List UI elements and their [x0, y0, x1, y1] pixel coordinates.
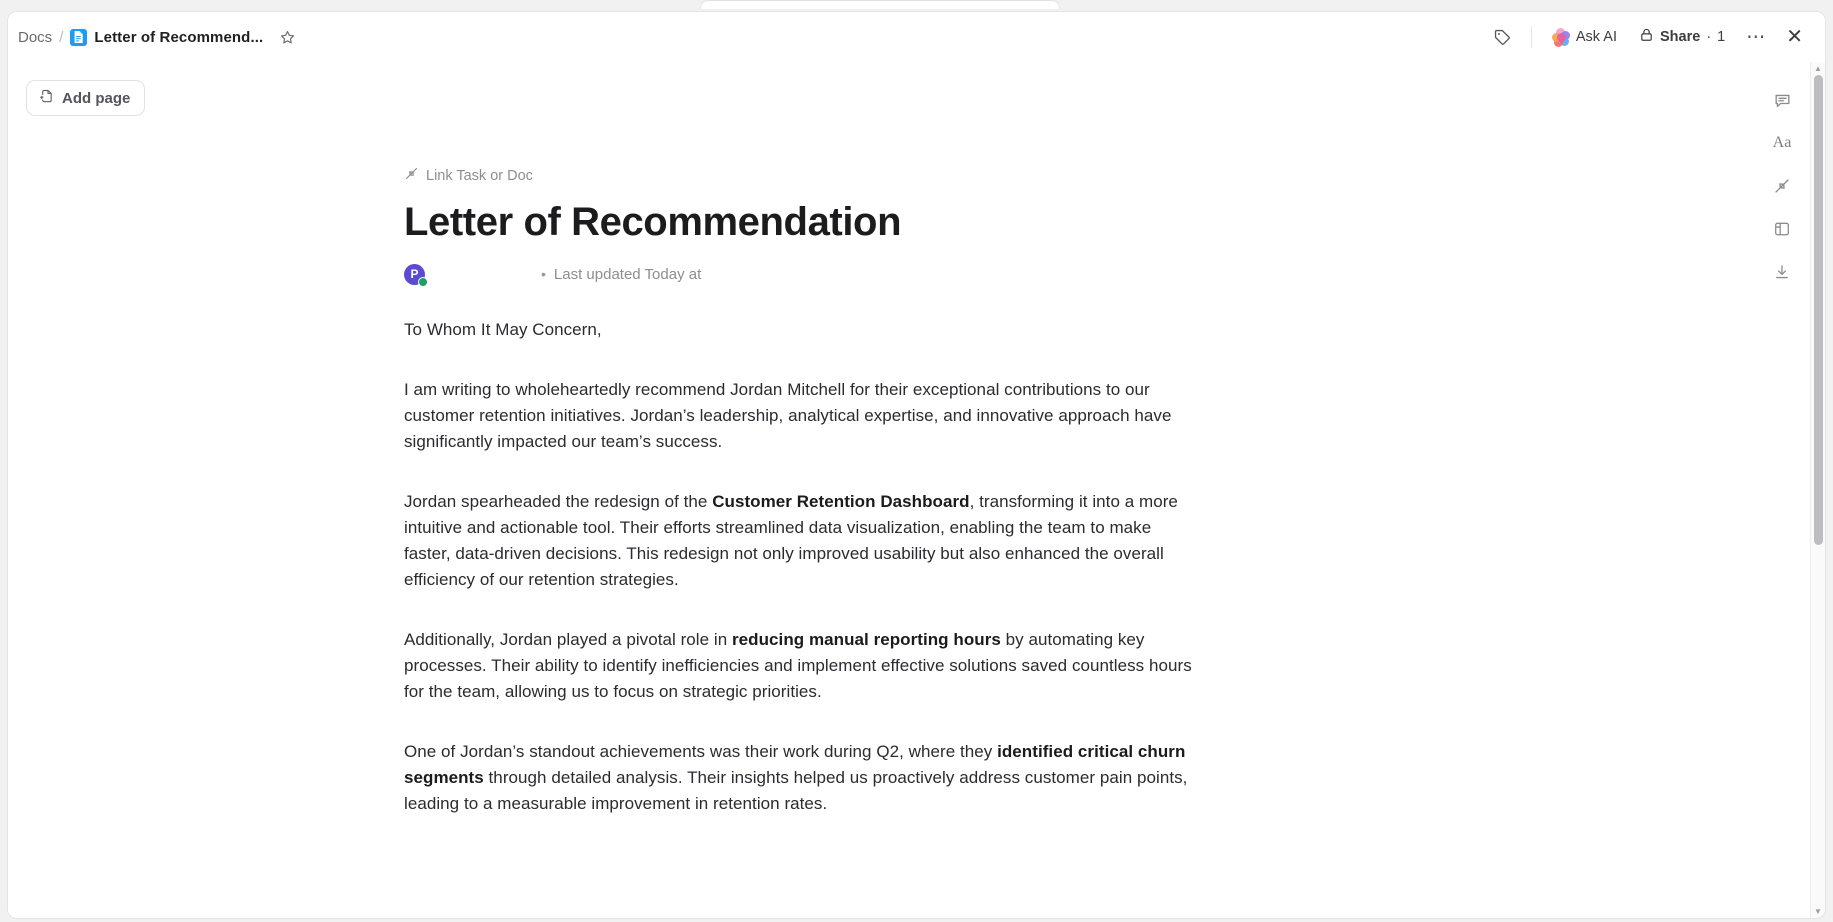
- scrollbar-track[interactable]: [1811, 73, 1825, 908]
- font-size-aa-icon[interactable]: [1766, 127, 1798, 159]
- last-updated-text: Last updated Today at: [553, 265, 702, 283]
- doc-meta-row: [404, 261, 1194, 287]
- text-run: To Whom It May Concern,: [404, 320, 602, 340]
- text-run: by automating key processes. Their ability to identify inefficiencies and implement effective solutions saved countless hours for the team, allowing us to focus on strategic priorities.: [404, 630, 1192, 702]
- comment-bubble-icon[interactable]: [1766, 84, 1798, 116]
- ai-sparkle-flower-icon: [1552, 28, 1570, 46]
- paragraph-reporting-hours[interactable]: [404, 627, 1194, 705]
- text-run: I am writing to wholeheartedly recommend Jordan Mitchell for their exceptional contributions to our customer retention initiatives. Jordan’s leadership, analytical expertise, and innovative approach have significantly impacted our team’s success.: [404, 380, 1172, 452]
- relationships-arrows-icon[interactable]: [1766, 170, 1798, 202]
- breadcrumb-doc-title[interactable]: Letter of Recommend...: [94, 28, 264, 46]
- meta-separator: •: [541, 266, 546, 283]
- paragraph-churn-segments[interactable]: [404, 739, 1194, 817]
- doc-top-bar: [8, 12, 1825, 62]
- close-button[interactable]: [1778, 21, 1811, 53]
- breadcrumb-separator: /: [59, 28, 64, 46]
- bold-phrase: Customer Retention Dashboard: [712, 492, 970, 512]
- doc-body: [8, 62, 1825, 919]
- bold-phrase: reducing manual reporting hours: [732, 630, 1001, 650]
- background-browser-tab: [700, 0, 1060, 9]
- vertical-scrollbar[interactable]: [1810, 62, 1825, 919]
- share-button[interactable]: [1630, 21, 1734, 53]
- share-separator: ·: [1706, 29, 1712, 45]
- link-task-or-doc-button[interactable]: [404, 166, 1194, 185]
- avatar-initial: P: [410, 267, 419, 282]
- text-run: through detailed analysis. Their insights helped us proactively address customer pain points, leading to a measurable improvement in retention rates.: [404, 768, 1188, 814]
- relationship-arrows-icon: [404, 166, 419, 185]
- bold-phrase: identified critical churn segments: [404, 742, 1186, 788]
- ellipsis-icon: ⋯: [1746, 26, 1767, 48]
- close-icon: ✕: [1786, 26, 1803, 48]
- scroll-up-arrow[interactable]: ▲: [1814, 64, 1822, 73]
- paragraph-dashboard-redesign[interactable]: [404, 489, 1194, 593]
- paragraph-intro[interactable]: [404, 377, 1194, 455]
- page-title[interactable]: Letter of Recommendation: [404, 200, 902, 244]
- doc-canvas: [8, 62, 1754, 919]
- breadcrumb-docs-link[interactable]: Docs: [18, 28, 53, 46]
- add-page-label: Add page: [62, 89, 131, 107]
- scroll-down-arrow[interactable]: ▼: [1814, 907, 1822, 916]
- text-run: One of Jordan’s standout achievements was their work during Q2, where they: [404, 742, 998, 762]
- download-icon[interactable]: [1766, 256, 1798, 288]
- share-count: 1: [1717, 29, 1726, 45]
- font-size-aa-label: Aa: [1772, 134, 1792, 151]
- document-content: [404, 166, 1194, 851]
- docs-window: [7, 11, 1826, 919]
- scrollbar-thumb[interactable]: [1814, 75, 1823, 545]
- doc-page-icon: [70, 29, 87, 46]
- ask-ai-button[interactable]: [1543, 21, 1626, 53]
- share-label: Share: [1660, 29, 1701, 45]
- text-run: , transforming it into a more intuitive and actionable tool. Their efforts streamlined data visualization, enabling the team to make faster, data-driven decisions. This redesign not only improved usability but also enhanced the overall efficiency of our retention strategies.: [404, 492, 1178, 590]
- avatar[interactable]: [404, 264, 425, 285]
- doc-paragraph-list: [404, 317, 1194, 817]
- ask-ai-label: Ask AI: [1575, 29, 1617, 45]
- breadcrumb: [18, 29, 296, 46]
- paragraph-salutation[interactable]: [404, 317, 1194, 343]
- toolbar-divider: [1531, 26, 1532, 48]
- link-task-or-doc-label: Link Task or Doc: [426, 167, 533, 184]
- tag-icon[interactable]: [1485, 21, 1520, 53]
- lock-icon: [1639, 27, 1654, 47]
- doc-scroll-region[interactable]: [8, 62, 1754, 919]
- presence-online-dot: [418, 277, 428, 287]
- right-rail: [1754, 62, 1810, 919]
- more-options-button[interactable]: [1738, 21, 1774, 53]
- page-layout-icon[interactable]: [1766, 213, 1798, 245]
- top-bar-actions: [1485, 21, 1811, 53]
- text-run: Additionally, Jordan played a pivotal role in: [404, 630, 733, 650]
- star-outline-icon[interactable]: [279, 29, 296, 46]
- text-run: Jordan spearheaded the redesign of the: [404, 492, 713, 512]
